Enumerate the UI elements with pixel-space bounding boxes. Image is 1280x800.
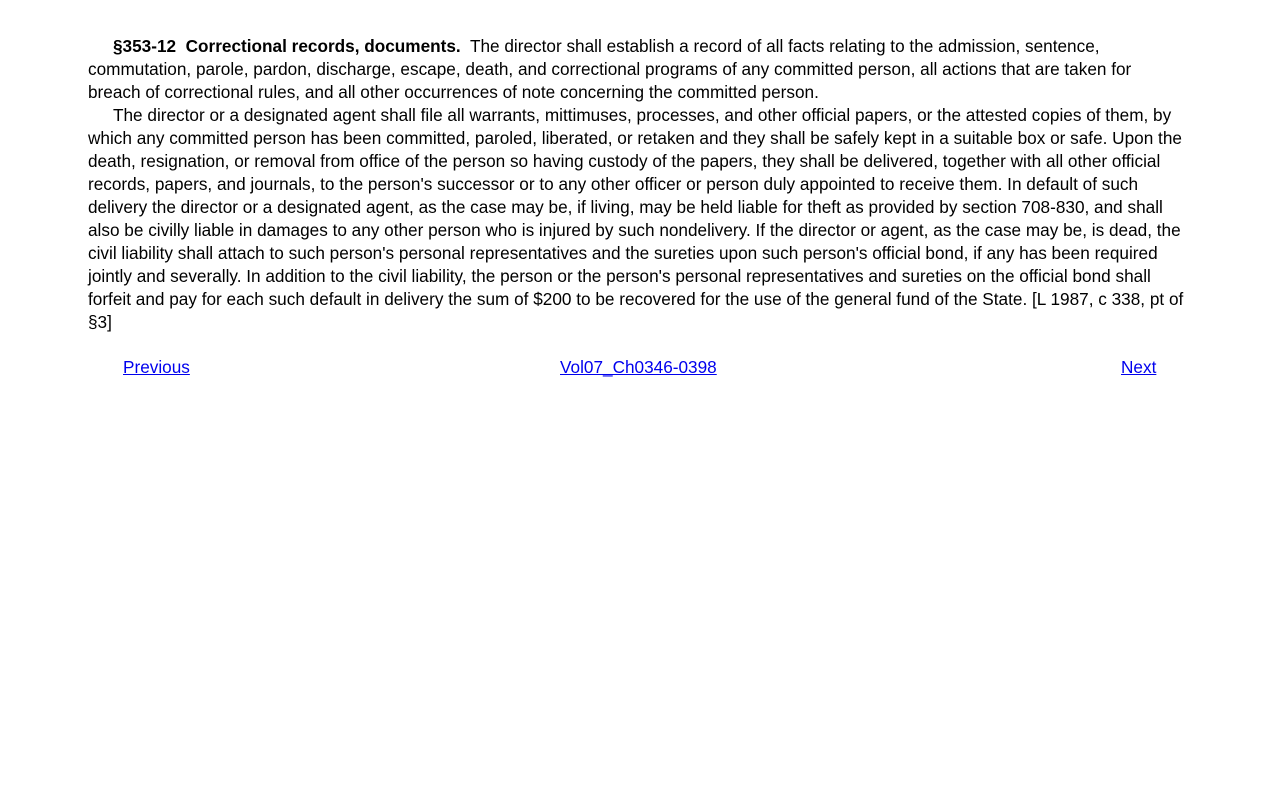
page-navigation [88, 356, 1188, 379]
paragraph-1-text: The director shall establish a record of all facts relating to the admission, sentence, commutation, parole, pardon, discharge, escape, death, and correctional programs of any committed person, all actions that are taken for breach of correctional rules, and all other occurrences of note concerning the committed person. [88, 36, 1132, 102]
section-number: §353-12 [113, 36, 177, 56]
statute-page [88, 35, 1188, 379]
next-link[interactable]: Next [1121, 357, 1157, 377]
chapter-index-link[interactable]: Vol07_Ch0346-0398 [560, 357, 717, 377]
statute-paragraph-1 [88, 35, 1188, 104]
statute-paragraph-2 [88, 104, 1188, 334]
paragraph-2-text: The director or a designated agent shall file all warrants, mittimuses, processes, and other official papers, or the attested copies of them, by which any committed person has been committed, paroled, liberated, or retaken and they shall be safely kept in a suitable box or safe. Upon the death, resignation, or removal from office of the person so having custody of the papers, they shall be delivered, together with all other official records, papers, and journals, to the person's successor or to any other officer or person duly appointed to receive them. In default of such delivery the director or a designated agent, as the case may be, if living, may be held liable for theft as provided by section 708-830, and shall also be civilly liable in damages to any other person who is injured by such nondelivery. If the director or agent, as the case may be, is dead, the civil liability shall attach to such person's personal representatives and the sureties upon such person's official bond, if any has been required jointly and severally. In addition to the civil liability, the person or the person's personal representatives and sureties on the official bond shall forfeit and pay for each such default in delivery the sum of $200 to be recovered for the use of the general fund of the State. [L 1987, c 338, pt of §3] [88, 105, 1184, 332]
previous-link[interactable]: Previous [123, 357, 190, 377]
section-title: Correctional records, documents. [185, 36, 461, 56]
